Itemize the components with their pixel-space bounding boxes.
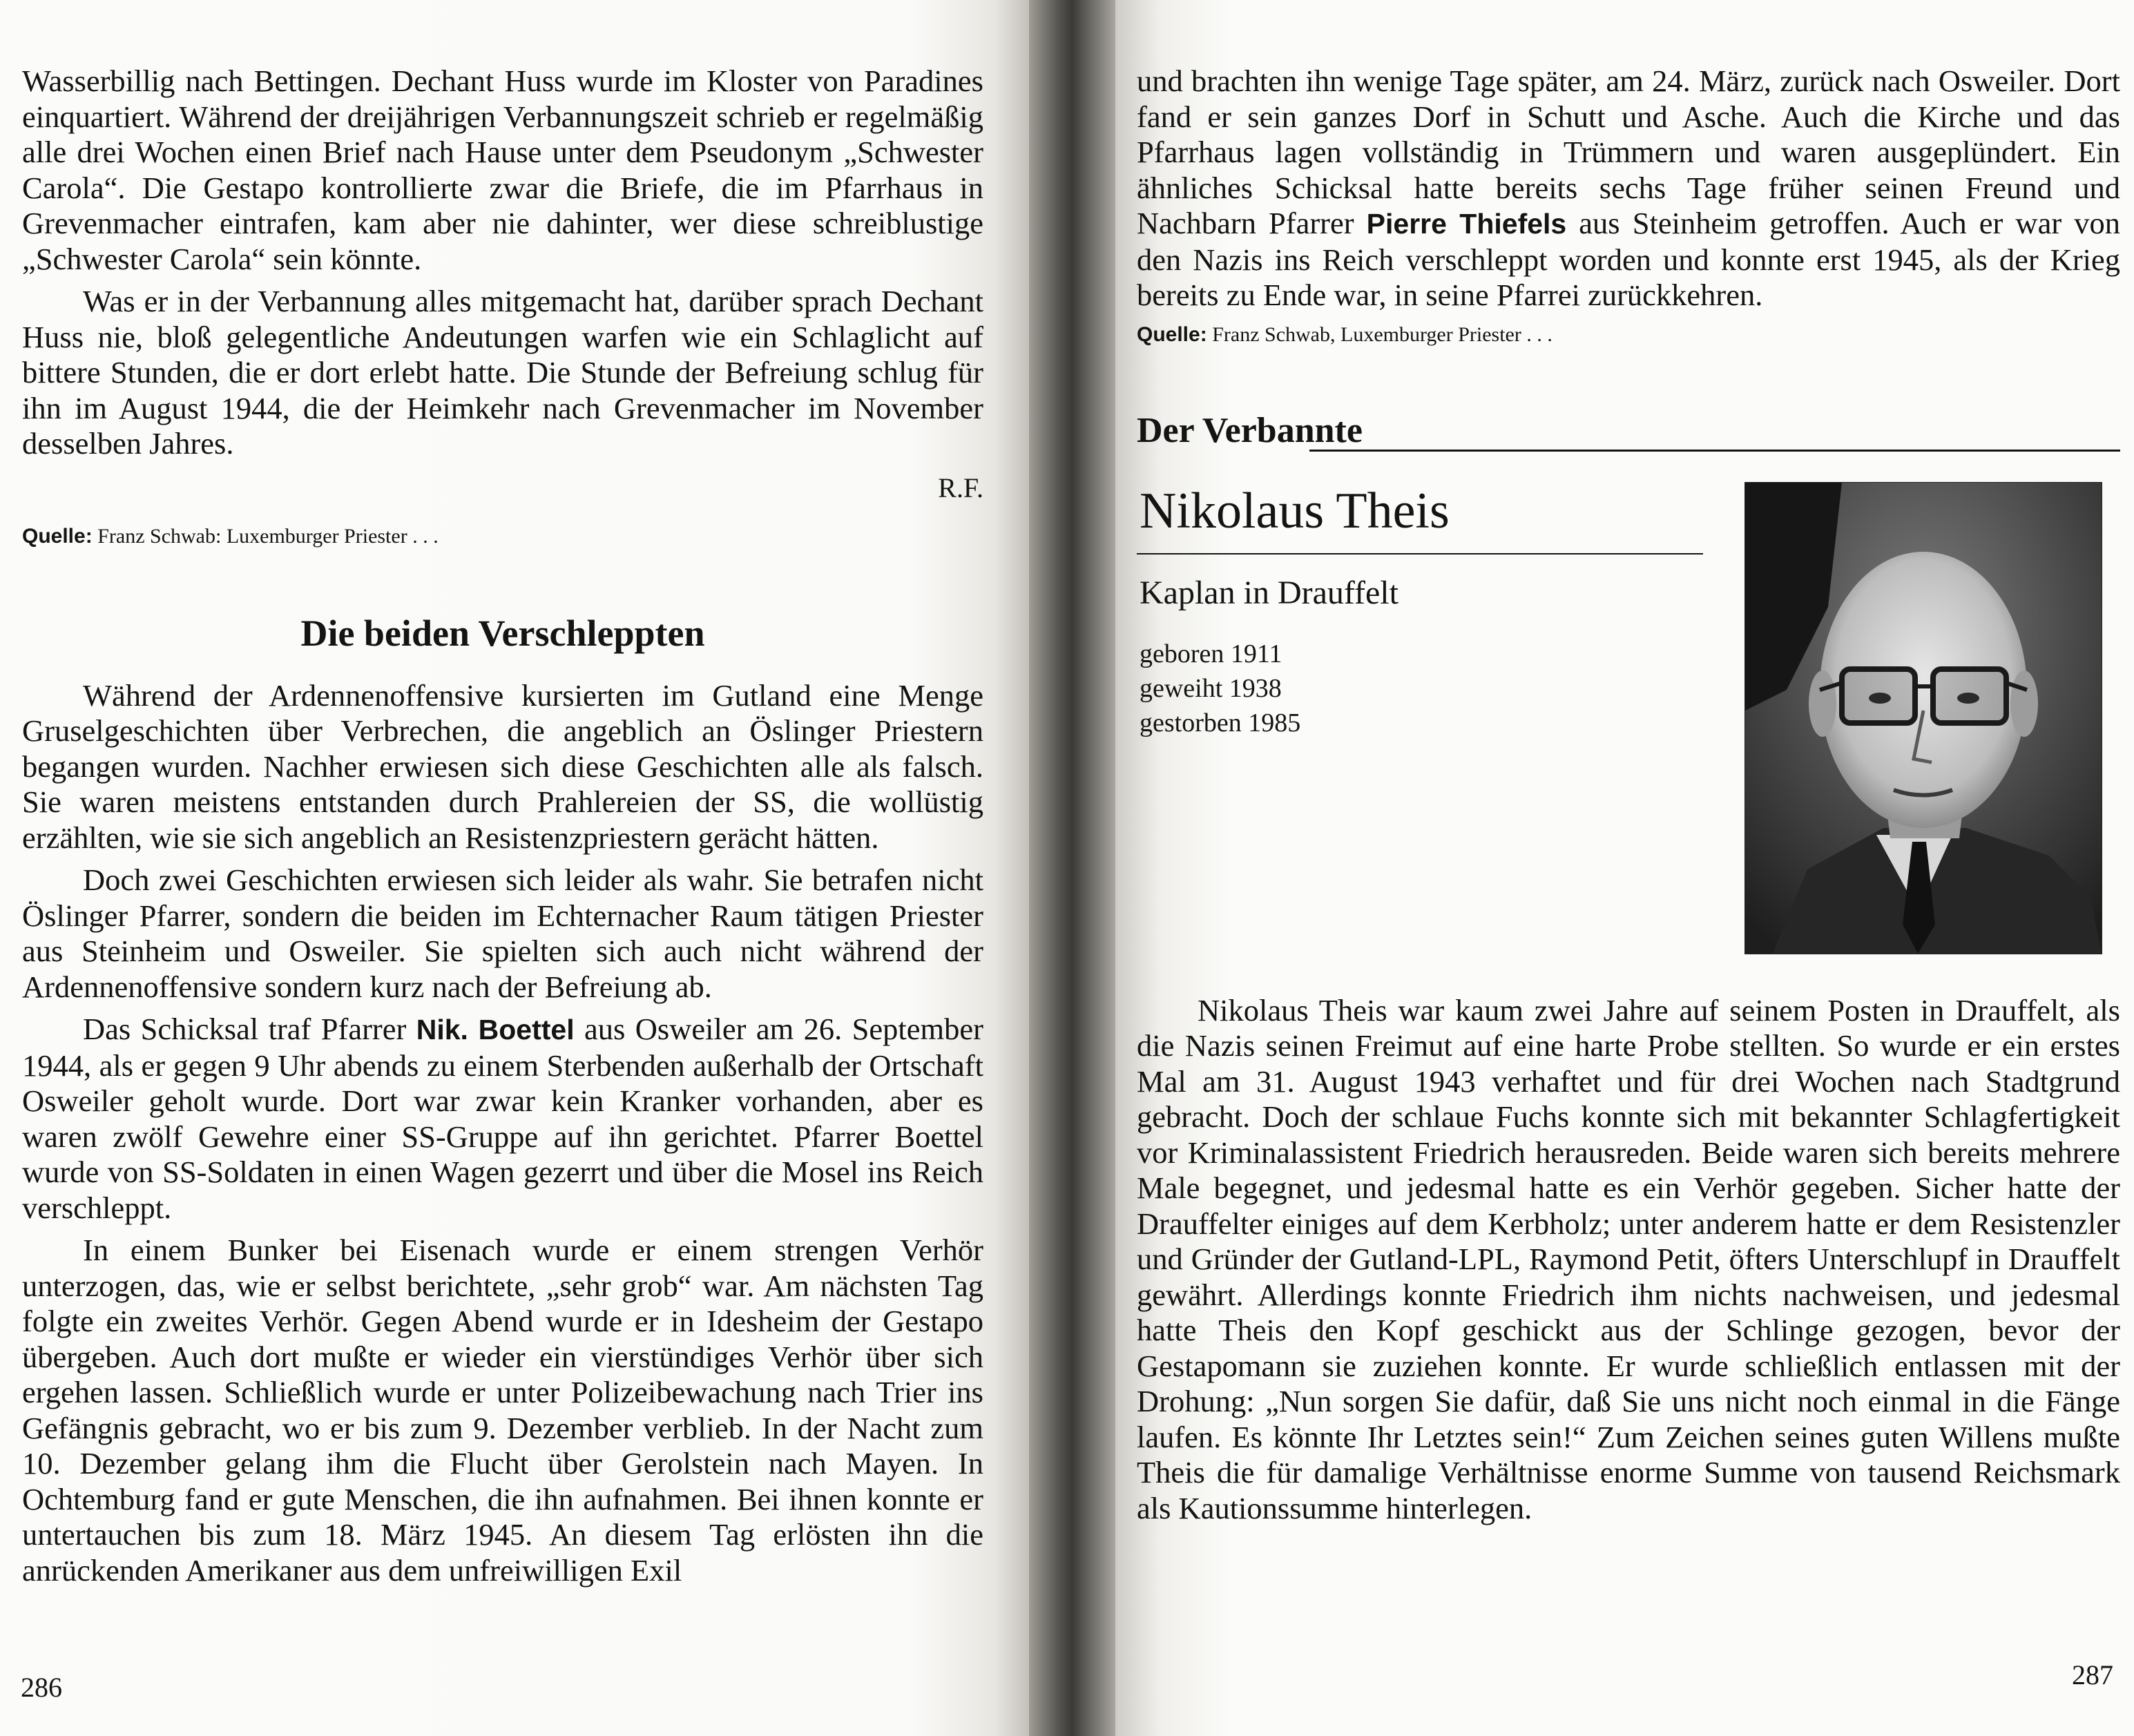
right-column <box>1137 64 2120 1526</box>
author-initials: R.F. <box>938 472 983 503</box>
left-paragraph-3: Während der Ardennenoffensive kursierten im Gutland eine Menge Gruselgeschichten über Verbrechen, die angeblich an Öslinger Priestern begangen wurden. Nachher erwiesen sich diese Geschichten alle als falsch. Sie waren meistens entstanden durch Prahlereien der SS, die wollüstig erzählten, wie sie sich angeblich an Resistenzpriestern gerächt hätten. <box>22 677 983 855</box>
source-text: Franz Schwab, Luxemburger Priester . . . <box>1212 322 1553 346</box>
para-5-rest: aus Osweiler am 26. September 1944, als er gegen 9 Uhr abends zu einem Sterbenden außerhalb der Ortschaft Osweiler geholt wurde. Dort war zwar kein Kranker vorhanden, aber es waren zwölf Gewehre einer SS-Gruppe auf ihn gerichtet. Pfarrer Boettel wurde von SS-Soldaten in einen Wagen gezerrt und über die Mosel ins Reich verschleppt. <box>22 1012 983 1225</box>
source-label: Quelle: <box>22 524 93 548</box>
name-underline <box>1137 553 1703 554</box>
left-paragraph-4: Doch zwei Geschichten erwiesen sich leider als wahr. Sie betrafen nicht Öslinger Pfarrer, sondern die beiden im Echternacher Raum tätigen Priester aus Steinheim und Osweiler. Sie spielten sich auch nicht während der Ardennenoffensive sondern kurz nach der Befreiung ab. <box>22 862 983 1004</box>
right-source-citation <box>1137 323 2120 347</box>
left-paragraph-1: Wasserbillig nach Bettingen. Dechant Huss wurde im Kloster von Paradines einquartiert. Während der dreijährigen Verbannungszeit schrieb er regelmäßig alle drei Wochen einen Brief nach Hause unter dem Pseudonym „Schwester Carola“. Die Gestapo kontrollierte zwar die Briefe, die im Pfarrhaus in Grevenmacher eintrafen, kam aber nie dahinter, wer diese schreiblustige „Schwester Carola“ sein könnte. <box>22 64 983 276</box>
left-paragraph-6: In einem Bunker bei Eisenach wurde er einem strengen Verhör unterzogen, das, wie er selbst berichtete, „sehr grob“ war. Am nächsten Tag folgte ein zweites Verhör. Gegen Abend wurde er in Idesheim der Gestapo übergeben. Auch dort mußte er wieder ein vierstündiges Verhör über sich ergehen lassen. Schließlich wurde er unter Polizeibewachung nach Trier ins Gefängnis gebracht, wo er bis zum 9. Dezember verblieb. In der Nacht zum 10. Dezember gelang ihm die Flucht über Gerolstein nach Mayen. In Ochtemburg fand er gute Menschen, die ihn aufnahmen. Bei ihnen konnte er untertauchen bis zum 18. März 1945. An diesem Tag erlösten ihn die anrückenden Amerikaner aus dem unfreiwilligen Exil <box>22 1233 983 1588</box>
name-thiefels: Pierre Thiefels <box>1366 208 1567 240</box>
name-boettel: Nik. Boettel <box>416 1014 575 1045</box>
left-paragraph-2: Was er in der Verbannung alles mitgemacht hat, darüber sprach Dechant Huss nie, bloß gelegentliche Andeutungen warfen wie ein Schlaglicht auf bittere Stunden, die er dort erlebt hatte. Die Stunde der Befreiung schlug für ihn im August 1944, die der Heimkehr nach Grevenmacher im November desselben Jahres. <box>22 284 983 461</box>
para-1-rest: aus Steinheim getroffen. Auch er war von den Nazis ins Reich verschleppt worden und konnte erst 1945, als der Krieg bereits zu Ende war, in seine Pfarrei zurückkehren. <box>1137 206 2120 312</box>
left-source-citation <box>22 525 983 548</box>
left-column <box>22 64 983 1588</box>
source-label: Quelle: <box>1137 322 1207 346</box>
bio-name: Nikolaus Theis <box>1140 482 1450 539</box>
bio-born: geboren 1911 <box>1140 639 1282 668</box>
bio-role: Kaplan in Drauffelt <box>1140 574 1398 611</box>
para-5-start: Das Schicksal traf Pfarrer <box>83 1012 416 1046</box>
source-text: Franz Schwab: Luxemburger Priester . . . <box>97 524 439 548</box>
bio-died: gestorben 1985 <box>1140 708 1301 737</box>
portrait-photo <box>1744 482 2102 954</box>
section-heading-verschleppten: Die beiden Verschleppten <box>300 612 705 654</box>
left-paragraph-5 <box>22 1012 983 1226</box>
right-paragraph-1 <box>1137 64 2120 314</box>
section-heading-verbannte: Der Verbannte <box>1137 410 1363 450</box>
page-number-left: 286 <box>21 1672 62 1703</box>
bio-ordained: geweiht 1938 <box>1140 673 1282 703</box>
para-1-start: und brachten ihn wenige Tage später, am 24. März, zurück nach Osweiler. Dort fand er sein ganzes Dorf in Schutt und Asche. Auch die Kirche und das Pfarrhaus lagen vollständig in Trümmern und waren ausgeplündert. Ein ähnliches Schicksal hatte bereits sechs Tage früher seinen Freund und Nachbarn Pfarrer <box>1137 64 2120 240</box>
section-heading-wrap <box>1137 410 2120 460</box>
section-rule <box>1309 450 2120 452</box>
biography-block <box>1137 482 2120 993</box>
right-paragraph-2: Nikolaus Theis war kaum zwei Jahre auf seinem Posten in Drauffelt, als die Nazis seinen Freimut auf eine harte Probe stellten. So wurde er ein erstes Mal am 31. August 1943 verhaftet und für drei Wochen nach Stadtgrund gebracht. Doch der schlaue Fuchs konnte sich mit bekannter Schlagfertigkeit vor Kriminalassistent Friedrich herausreden. Beide waren sich bereits mehrere Male begegnet, und jedesmal hatte es ein Verhör gegeben. Sicher hatte der Drauffelter einiges auf dem Kerbholz; unter anderem hatte er dem Resistenzler und Gründer der Gutland-LPL, Raymond Petit, öfters Unterschlupf in Drauffelt gewährt. Allerdings konnte Friedrich ihm nichts nachweisen, und jedesmal hatte Theis den Kopf geschickt aus der Schlinge gezogen, bevor der Gestapomann sie zuziehen konnte. Er wurde schließlich entlassen mit der Drohung: „Nun sorgen Sie dafür, daß Sie uns nicht noch einmal in die Fänge laufen. Es könnte Ihr Letztes sein!“ Zum Zeichen seines guten Willens mußte Theis die für damalige Verhältnisse enorme Summe von tausend Reichsmark als Kautionssumme hinterlegen. <box>1137 992 2120 1525</box>
book-gutter <box>1029 0 1115 1736</box>
page-number-right: 287 <box>2072 1659 2113 1690</box>
